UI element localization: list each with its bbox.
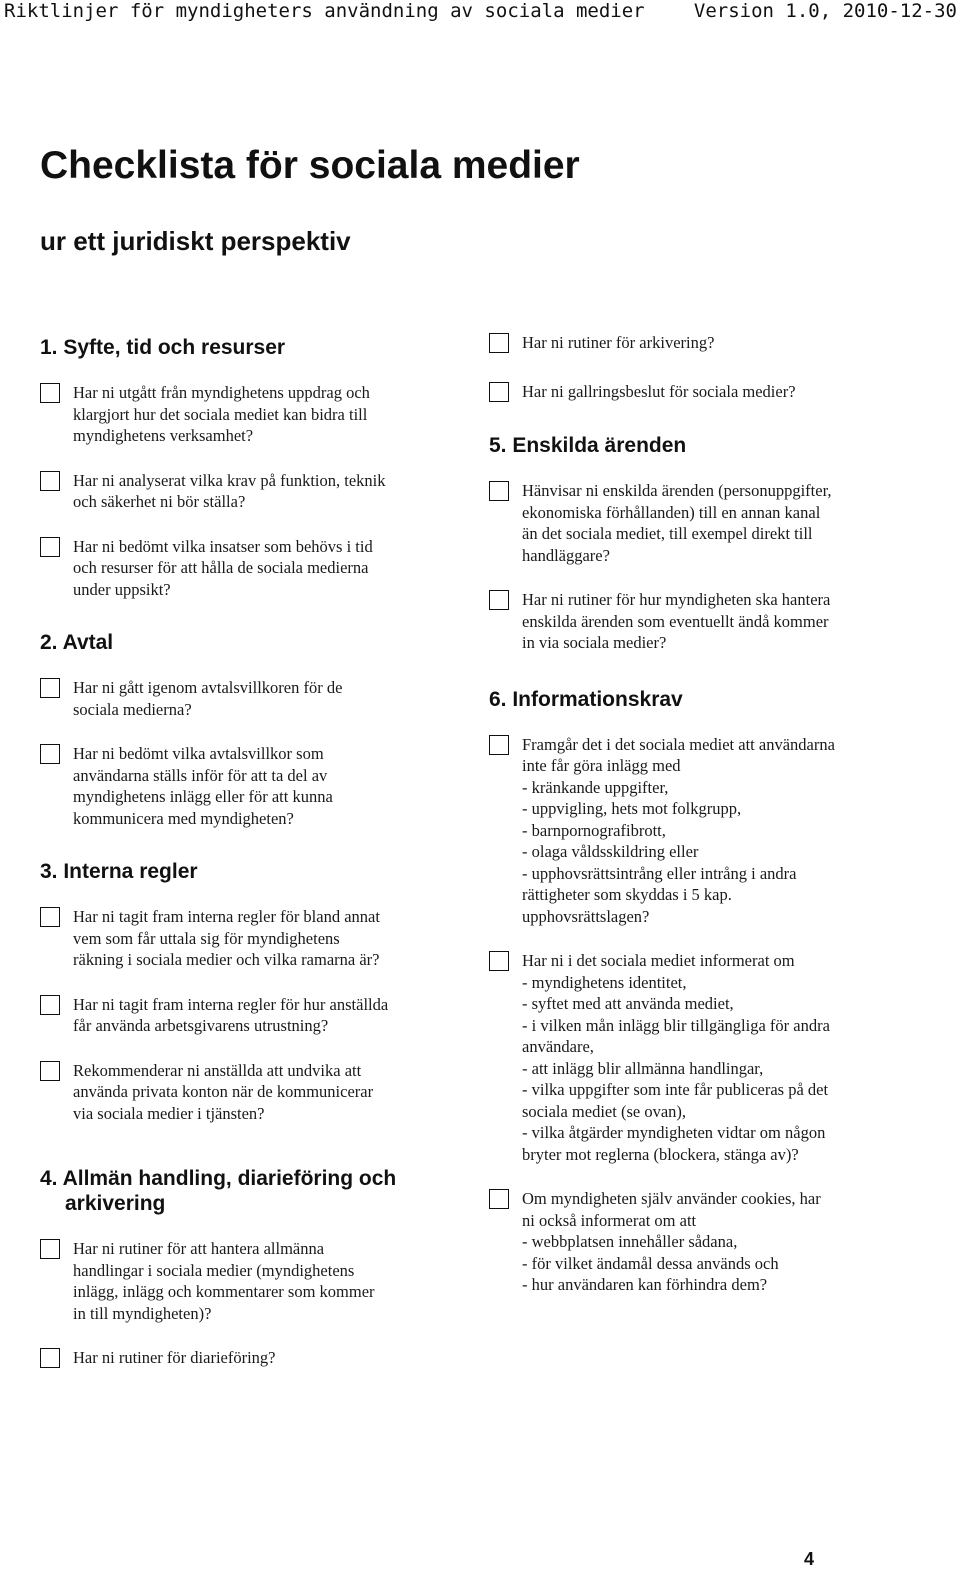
page-subtitle: ur ett juridiskt perspektiv [40,226,351,256]
checklist-item-text: Har ni i det sociala mediet informerat om - myndighetens identitet, - syftet med att använda mediet, - i vilken mån inlägg blir tillgängliga för andra användare, - att inlägg blir allmänna handlingar, - vilka uppgifter som inte får publiceras på det sociala mediet (se ovan), - vilka åtgärder myndigheten vidtar om någon bryter mot reglerna (blockera, stänga av)? [522,951,830,1164]
checklist-item-text: Har ni gått igenom avtalsvillkoren för de sociala medierna? [73,678,343,719]
left-column [40,335,460,1392]
page-title: Checklista för sociala medier [40,144,580,187]
checklist-item [489,589,909,654]
checkbox[interactable] [40,1239,60,1259]
checklist-item [40,1238,460,1324]
right-column [489,332,909,1319]
checklist-item [40,994,460,1037]
checklist-item-text: Om myndigheten själv använder cookies, har ni också informerat om att - webbplatsen innehåller sådana, - för vilket ändamål dessa används och - hur användaren kan förhindra dem? [522,1189,821,1294]
checklist-item-text: Har ni bedömt vilka insatser som behövs i tid och resurser för att hålla de sociala medierna under uppsikt? [73,536,373,599]
checkbox[interactable] [489,735,509,755]
checklist-item [40,470,460,513]
checkbox[interactable] [40,471,60,491]
checklist-item [40,906,460,971]
running-header-title: Riktlinjer för myndigheters användning av sociala medier [4,0,645,22]
checkbox[interactable] [40,995,60,1015]
checkbox[interactable] [40,1348,60,1368]
checkbox[interactable] [40,383,60,403]
checklist-item [489,734,909,928]
checklist-item-text: Har ni utgått från myndighetens uppdrag och klargjort hur det sociala mediet kan bidra till myndighetens verksamhet? [73,383,370,445]
checklist-item-text: Har ni rutiner för arkivering? [522,333,715,352]
checklist-item-text: Har ni gallringsbeslut för sociala medier? [522,381,796,401]
checklist-item-text: Har ni tagit fram interna regler för bland annat vem som får uttala sig för myndighetens räkning i sociala medier och vilka ramarna är? [73,907,380,969]
checklist-item [489,950,909,1165]
checkbox[interactable] [489,951,509,971]
checklist-item [489,332,909,354]
checkbox[interactable] [489,333,509,353]
checklist-item [489,480,909,566]
checklist-item-text: Har ni bedömt vilka avtalsvillkor som användarna ställs inför för att ta del av myndighetens inlägg eller för att kunna kommunicera med myndigheten? [73,744,333,828]
page-number: 4 [804,1549,815,1569]
checklist-item-text: Framgår det i det sociala mediet att användarna inte får göra inlägg med - kränkande uppgifter, - uppvigling, hets mot folkgrupp, - barnpornografibrott, - olaga våldsskildring eller - upphovsrättsintrång eller intrång i andra rättigheter som skyddas i 5 kap. upphovsrättslagen? [522,734,835,926]
checkbox[interactable] [489,481,509,501]
checklist-item [40,1347,460,1369]
checklist-item [489,1188,909,1296]
section-heading-interna-regler: 3. Interna regler [40,860,198,883]
checklist-item [40,743,460,829]
checklist-item-text: Har ni rutiner för att hantera allmänna handlingar i sociala medier (myndighetens inlägg, inlägg och kommentarer som kommer in till myndigheten)? [73,1239,375,1323]
checklist-item-text: Hänvisar ni enskilda ärenden (personuppgifter, ekonomiska förhållanden) till en annan kanal än det sociala mediet, till exempel direkt till handläggare? [522,481,832,565]
checkbox[interactable] [40,537,60,557]
checkbox[interactable] [489,590,509,610]
checklist-item-text: Har ni rutiner för diarieföring? [73,1348,276,1367]
section-heading-informationskrav: 6. Informationskrav [489,687,683,711]
running-header-version: Version 1.0, 2010-12-30 [693,0,957,22]
section-heading-syfte: 1. Syfte, tid och resurser [40,336,286,359]
checklist-item [40,382,460,447]
checklist-item-text: Rekommenderar ni anställda att undvika att använda privata konton när de kommunicerar via sociala medier i tjänsten? [73,1060,374,1123]
section-heading-enskilda-arenden: 5. Enskilda ärenden [489,434,687,457]
checklist-item [489,381,909,403]
checkbox[interactable] [40,1061,60,1081]
checkbox[interactable] [489,1189,509,1209]
checklist-item [40,677,460,720]
checklist-item [40,536,460,601]
checklist-item-text: Har ni rutiner för hur myndigheten ska hantera enskilda ärenden som eventuellt ändå kommer in via sociala medier? [522,590,831,652]
checklist-item-text: Har ni tagit fram interna regler för hur anställda får använda arbetsgivarens utrustning? [73,994,389,1035]
section-heading-avtal: 2. Avtal [40,631,114,654]
checkbox[interactable] [489,382,509,402]
checklist-item [40,1060,460,1125]
checkbox[interactable] [40,907,60,927]
checkbox[interactable] [40,678,60,698]
section-heading-allman-handling: 4. Allmän handling, diarieföring och arkivering [40,1167,397,1215]
checkbox[interactable] [40,744,60,764]
checklist-item-text: Har ni analyserat vilka krav på funktion, teknik och säkerhet ni bör ställa? [73,470,386,511]
